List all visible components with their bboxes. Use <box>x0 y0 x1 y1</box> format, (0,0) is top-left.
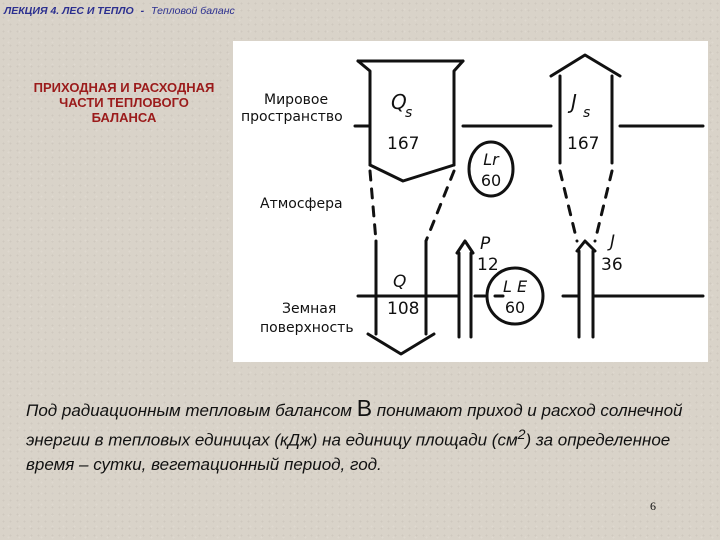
js-dashed-left <box>560 171 577 241</box>
title-line-2: ЧАСТИ ТЕПЛОВОГО <box>59 95 189 110</box>
p-symbol: P <box>480 234 491 254</box>
slide-title <box>6 80 242 125</box>
paragraph-superscript: 2 <box>517 427 526 443</box>
page-number: 6 <box>650 499 656 513</box>
qs-value: 167 <box>387 134 420 154</box>
p-arrow-head <box>457 241 473 253</box>
header-separator: - <box>140 5 145 17</box>
heat-balance-diagram <box>233 41 708 362</box>
paragraph-big-letter: В <box>356 395 373 421</box>
title-line-3: БАЛАНСА <box>91 110 157 125</box>
label-atmosphere: Атмосфера <box>260 196 343 212</box>
js-subscript: s <box>583 105 591 121</box>
q-symbol: Q <box>393 272 407 292</box>
js-arrow-head <box>551 55 620 76</box>
qs-dashed-right <box>426 171 454 241</box>
js-value: 167 <box>567 134 600 154</box>
lr-value: 60 <box>480 171 502 190</box>
paragraph-part-2: понимают приход и расход солнечной энергии в тепловых единицах (кДж) на единицу площади (см <box>26 401 683 450</box>
j-value: 36 <box>601 255 623 275</box>
paragraph-part-3: ) за определенное время – сутки, вегетационный период, год. <box>26 430 671 474</box>
q-value: 108 <box>387 299 420 319</box>
qs-symbol: Q <box>391 90 407 114</box>
p-value: 12 <box>477 255 499 275</box>
definition-paragraph <box>26 396 706 477</box>
qs-subscript: s <box>405 105 413 121</box>
qs-arrow-head <box>370 165 454 181</box>
label-space-1: Мировое <box>264 92 329 108</box>
label-space-2: пространство <box>241 109 343 125</box>
label-ground-2: поверхность <box>260 320 354 336</box>
lecture-title: ЛЕКЦИЯ 4. ЛЕС И ТЕПЛО <box>4 5 134 17</box>
label-ground-1: Земная <box>282 301 337 317</box>
diagram-drawing <box>233 41 708 362</box>
le-value: 60 <box>504 298 526 317</box>
lecture-topic: Тепловой баланс <box>151 5 235 17</box>
js-symbol: J <box>571 90 577 114</box>
paragraph-part-1: Под радиационным тепловым балансом <box>26 401 352 420</box>
qs-right-edge <box>454 61 463 165</box>
qs-left-edge <box>358 61 370 165</box>
q-arrow-head <box>368 334 434 354</box>
le-symbol: L E <box>502 277 528 296</box>
slide-header <box>4 5 235 17</box>
lr-symbol: Lr <box>483 150 499 169</box>
title-line-1: ПРИХОДНАЯ И РАСХОДНАЯ <box>33 80 215 95</box>
qs-dashed-left <box>370 171 376 241</box>
js-dashed-right <box>595 171 612 241</box>
j-arrow-head <box>577 241 595 251</box>
j-symbol: J <box>610 232 616 252</box>
